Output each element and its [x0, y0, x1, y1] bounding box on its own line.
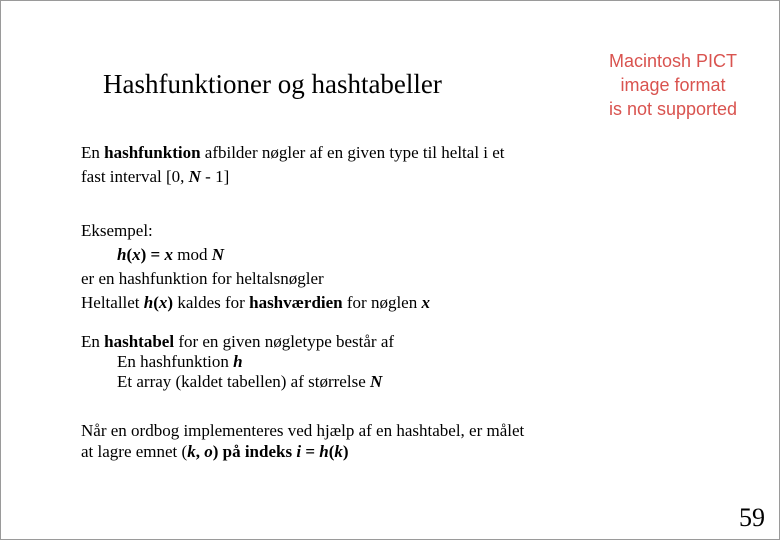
math-var: k	[187, 442, 196, 461]
math-var: x	[132, 245, 141, 264]
text-line	[81, 372, 394, 392]
text-line: er en hashfunktion for heltalsnøgler	[81, 269, 324, 288]
term-hashtabel: hashtabel	[104, 332, 175, 351]
math-sym: ,	[195, 442, 205, 461]
math-var: h	[233, 352, 243, 371]
math-var: o	[204, 442, 213, 461]
placeholder-line-1: Macintosh PICT	[608, 51, 738, 71]
paragraph-example	[81, 219, 430, 315]
math-var: x	[421, 293, 430, 312]
math-sym: (	[153, 293, 159, 312]
text: ) på indeks	[212, 442, 297, 461]
math-sym: (	[126, 245, 133, 264]
text: - 1]	[200, 167, 230, 186]
math-var: k	[334, 442, 343, 461]
text: fast interval [0,	[81, 167, 189, 186]
formula-line	[81, 243, 430, 267]
text: Et array (kaldet tabellen) af størrelse	[117, 372, 370, 391]
paragraph-hashtable-definition	[81, 332, 394, 392]
math-sym: )	[342, 442, 349, 461]
text-line	[81, 441, 524, 462]
math-var: x	[164, 245, 173, 264]
math-var: x	[158, 293, 168, 312]
math-var: h	[143, 293, 154, 312]
term-hashfunktion: hashfunktion	[104, 143, 201, 162]
math-var: N	[188, 167, 201, 186]
paragraph-dictionary	[81, 420, 524, 462]
math-var: N	[369, 372, 383, 391]
placeholder-line-2: image format	[620, 75, 726, 95]
math-sym: (	[328, 442, 335, 461]
term-hashvaerdien: hashværdien	[249, 293, 343, 312]
text: Heltallet	[81, 293, 144, 312]
math-var: h	[117, 245, 127, 264]
text: afbilder nøgler af en given type til heltal i et	[200, 143, 505, 162]
math-sym: )	[167, 293, 174, 312]
text: kaldes for	[173, 293, 250, 312]
text: for en given nøgletype består af	[174, 332, 395, 351]
text-line	[81, 165, 505, 189]
text: for nøglen	[342, 293, 422, 312]
text-line	[81, 291, 430, 315]
placeholder-line-3: is not supported	[608, 99, 738, 119]
math-sym: ) =	[140, 245, 165, 264]
text: En	[81, 143, 105, 162]
unsupported-image-placeholder	[587, 49, 759, 121]
text: at lagre emnet (	[81, 442, 188, 461]
text: mod	[173, 245, 212, 264]
slide-title: Hashfunktioner og hashtabeller	[103, 69, 442, 99]
math-var: i	[296, 442, 302, 461]
math-var: h	[319, 442, 329, 461]
text-line: Når en ordbog implementeres ved hjælp af en hashtabel, er målet	[81, 421, 525, 440]
math-var: N	[211, 245, 225, 264]
text-line	[81, 352, 394, 372]
paragraph-hashfunction-definition	[81, 141, 505, 189]
text: En hashfunktion	[117, 352, 234, 371]
text-line: Eksempel:	[81, 221, 153, 240]
page-number: 59	[739, 503, 765, 532]
text: En	[81, 332, 105, 351]
text-line	[81, 332, 394, 352]
text-line	[81, 141, 505, 165]
math-sym: =	[301, 442, 320, 461]
